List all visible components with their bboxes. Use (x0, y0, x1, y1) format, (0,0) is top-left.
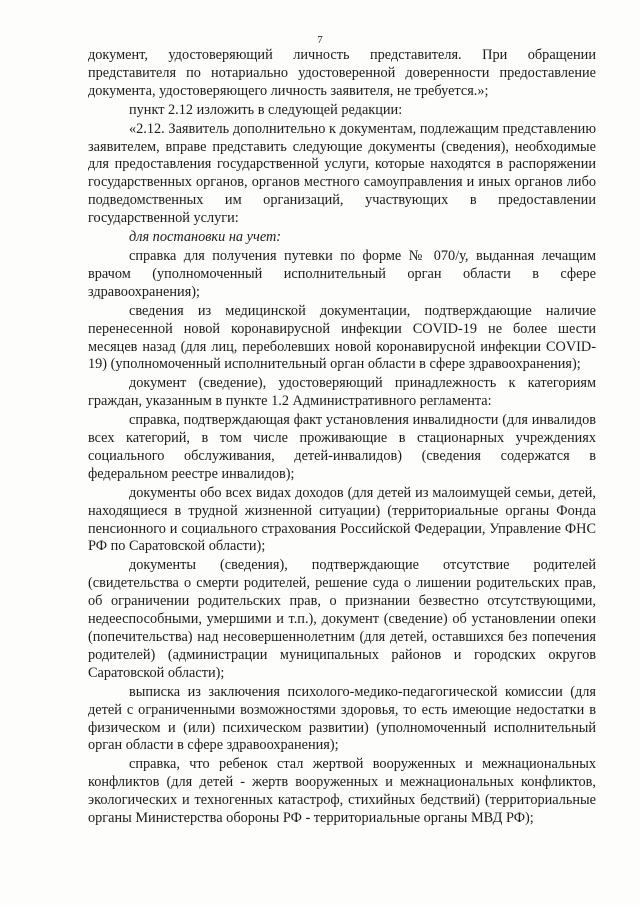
document-body (88, 47, 596, 829)
paragraph-no-parents-documents: документы (сведения), подтверждающие отсутствие родителей (свидетельства о смерти родителей, решение суда о лишении родительских прав, об ограничении родительских прав, о признании безвестно отсутствующими, недееспособными, умершими и т.п.), документ (сведение) об установлении опеки (попечительства) над несовершеннолетним (для детей, оставшихся без попечения родителей) (администрации муниципальных районов и городских округов Саратовской области); (88, 557, 596, 681)
paragraph-income-documents: документы обо всех видах доходов (для детей из малоимущей семьи, детей, находящиеся в трудной жизненной ситуации) (территориальные органы Фонда пенсионного и социального страхования Российской Федерации, Управление ФНС РФ по Саратовской области); (88, 484, 596, 555)
paragraph-pmpc-extract: выписка из заключения психолого-медико-педагогической комиссии (для детей с ограниченными возможностями здоровья, то есть имеющие недостатки в физическом и (или) психическом развитии) (уполномоченный исполнительный орган области в сфере здравоохранения); (88, 683, 596, 754)
paragraph-conflict-victim-certificate: справка, что ребенок стал жертвой вооруженных и межнациональных конфликтов (для детей - жертв вооруженных и межнациональных конфликтов, экологических и техногенных катастроф, стихийных бедствий) (территориальные органы Министерства обороны РФ - территориальные органы МВД РФ); (88, 756, 596, 827)
paragraph-registration-heading: для постановки на учет: (129, 229, 282, 246)
paragraph-category-document: документ (сведение), удостоверяющий принадлежность к категориям граждан, указанным в пункте 1.2 Административного регламента: (88, 375, 596, 410)
paragraph-voucher-certificate: справка для получения путевки по форме № 070/у, выданная лечащим врачом (уполномоченный исполнительный орган области в сфере здравоохранения); (88, 247, 596, 300)
paragraph-amend-2-12: пункт 2.12 изложить в следующей редакции: (129, 101, 403, 118)
paragraph-representative-document: документ, удостоверяющий личность представителя. При обращении представителя по нотариально удостоверенной доверенности предоставление документа, удостоверяющего личность заявителя, не требуется.»; (88, 47, 596, 99)
page-number: 7 (317, 34, 323, 46)
paragraph-disability-certificate: справка, подтверждающая факт установления инвалидности (для инвалидов всех категорий, в том числе проживающие в стационарных учреждениях социального обслуживания, детей-инвалидов) (сведения содержатся в федеральном реестре инвалидов); (88, 412, 596, 482)
paragraph-covid-info: сведения из медицинской документации, подтверждающие наличие перенесенной новой коронавирусной инфекции COVID-19 не более шести месяцев назад (для лиц, переболевших новой коронавирусной инфекции COVID-19) (уполномоченный исполнительный орган области в сфере здравоохранения); (88, 302, 596, 373)
paragraph-2-12-intro: «2.12. Заявитель дополнительно к документам, подлежащим представлению заявителем, вправе представить следующие документы (сведения), необходимые для предоставления государственной услуги, которые находятся в распоряжении государственных органов, органов местного самоуправления и иных органов либо подведомственных им организаций, участвующих в предоставлении государственной услуги: (88, 120, 596, 227)
